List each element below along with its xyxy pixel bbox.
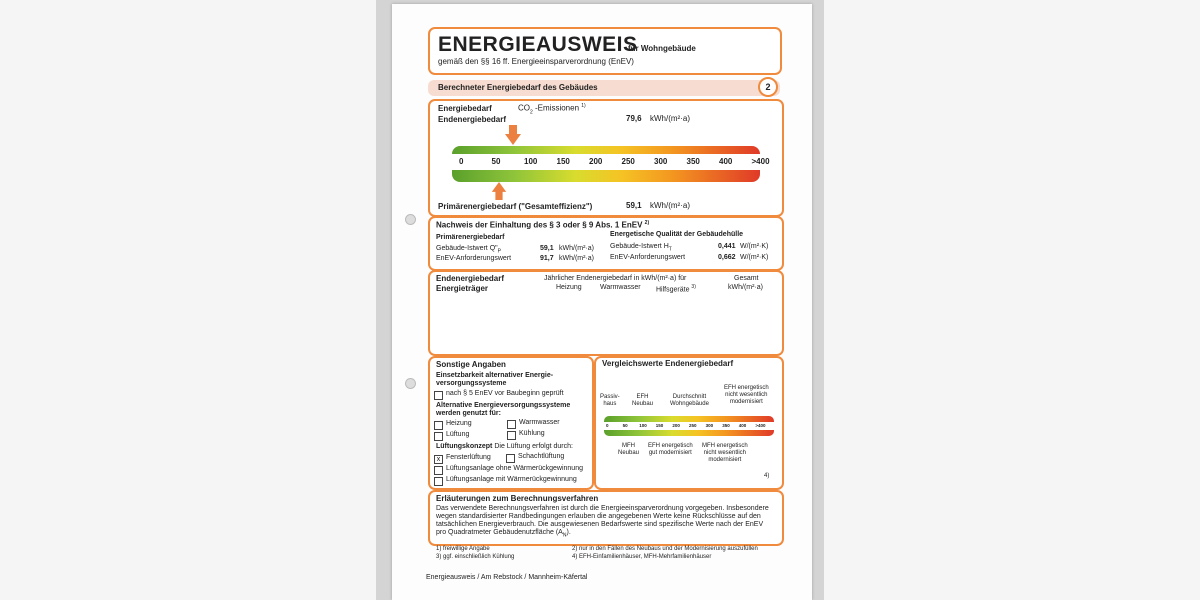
vgl-mfh-nicht-modernisiert: MFH energetisch nicht wesentlich modernisiert [702, 443, 748, 463]
sonstige-sub1-line1: Einsetzbarkeit alternativer Energie- [436, 372, 554, 379]
checkbox-warmwasser[interactable] [507, 420, 516, 429]
vgl-scale-tick-8: 400 [738, 423, 747, 428]
vgl-mfh-neubau: MFH Neubau [618, 443, 640, 456]
checkbox-fensterlueftung[interactable]: x [434, 455, 443, 464]
vgl-durchschnitt: Durchschnitt Wohngebäude [670, 394, 709, 407]
nachweis-row2-value: 91,7 [540, 255, 554, 262]
footnote-4: 4) EFH-Einfamilienhäuser, MFH-Mehrfamilienhäuser [572, 554, 712, 560]
vgl-scale-tick-6: 300 [705, 423, 714, 428]
background-right [824, 0, 1200, 600]
endenergie-heading: Endenergiebedarf [436, 274, 505, 283]
primaerenergie-unit: kWh/(m²·a) [650, 201, 690, 210]
sonstige-heading: Sonstige Angaben [436, 360, 506, 369]
vergleichswerte-heading: Vergleichswerte Endenergiebedarf [602, 359, 734, 368]
scale-tick-4: 200 [589, 157, 603, 166]
energiebedarf-label: Energiebedarf [438, 104, 492, 113]
background-left [0, 0, 376, 600]
nachweis-row3-label: Gebäude-Istwert $H_T$ [610, 243, 672, 253]
erlaeuterungen-line4: pro Quadratmeter Gebäudenutzfläche $(A_N)$. [436, 529, 571, 539]
footnote-3: 3) ggf. einschließlich Kühlung [436, 554, 515, 560]
vgl-scale-tick-0: 0 [606, 423, 609, 428]
vgl-efh-neubau: EFH Neubau [632, 394, 654, 407]
primaerenergie-marker-arrow [491, 182, 507, 200]
checkbox-schachtlueftung[interactable] [506, 454, 515, 463]
nachweis-left-heading: Primärenergiebedarf [436, 234, 505, 241]
label-anlage-ohne-wrg: Lüftungsanlage ohne Wärmerückgewinnung [446, 465, 583, 472]
nachweis-right-heading: Energetische Qualität der Gebäudehülle [610, 231, 744, 238]
nachweis-row2-label: EnEV-Anforderungswert [436, 255, 512, 262]
erlaeuterungen-line3: tatsächlichen Energieverbrauch. Die ausgewiesenen Bedarfswerte sind spezifische Werte nach der EnEV [436, 521, 764, 528]
label-enev: nach § 5 EnEV vor Baubeginn geprüft [446, 390, 564, 397]
vgl-scale-tick-3: 150 [655, 423, 664, 428]
endenergie-col-header: Jährlicher Endenergiebedarf in kWh/(m²·a) für [544, 275, 687, 282]
sonstige-sub2-line1: Alternative Energieversorgungssysteme [436, 402, 571, 409]
vgl-scale-tick-2: 100 [639, 423, 647, 428]
checkbox-heizung[interactable] [434, 421, 443, 430]
punch-hole-top [405, 214, 416, 225]
page-number-badge [758, 77, 778, 97]
label-schachtlueftung: Schachtlüftung [518, 453, 565, 460]
scale-tick-3: 150 [556, 157, 570, 166]
erlaeuterungen-line2: wegen standardisierter Randbedingungen erlauben die angegebenen Werte keine Rückschlüsse auf den [436, 513, 761, 520]
scale-tick-5: 250 [621, 157, 635, 166]
punch-hole-bottom [405, 378, 416, 389]
nachweis-row3-value: 0,441 [718, 243, 736, 250]
vgl-passivhaus: Passiv- haus [600, 394, 620, 407]
section-header: Berechneter Energiebedarf des Gebäudes [438, 83, 598, 92]
endenergie-marker-arrow [505, 125, 521, 145]
page-number: 2 [765, 82, 771, 92]
nachweis-heading: Nachweis der Einhaltung des § 3 oder § 9 Abs. 1 EnEV $^{2)}$ [436, 220, 650, 230]
col-warmwasser: Warmwasser [600, 284, 641, 291]
label-lueftung: Lüftung [446, 431, 470, 438]
title-suffix: für Wohngebäude [628, 44, 696, 53]
nachweis-row1-label: Gebäude-Istwert $Q"_P$ [436, 245, 501, 255]
scale-tick-7: 350 [686, 157, 700, 166]
sonstige-sub2-line2: werden genutzt für: [436, 410, 501, 417]
document-subtitle: gemäß den §§ 16 ff. Energieeinsparverordnung (EnEV) [438, 57, 634, 66]
label-kuehlung: Kühlung [519, 430, 545, 437]
endenergie-unit: kWh/(m²·a) [650, 114, 690, 123]
erlaeuterungen-line1: Das verwendete Berechnungsverfahren ist durch die Energieeinsparverordnung vorgegeben. Insbesondere [436, 505, 769, 512]
checkbox-kuehlung[interactable] [507, 431, 516, 440]
vgl-scale-tick-4: 200 [672, 423, 680, 428]
nachweis-row1-value: 59,1 [540, 245, 554, 252]
lueftungskonzept-line: Lüftungskonzept Die Lüftung erfolgt durch: [436, 443, 573, 450]
label-fensterlueftung: Fensterlüftung [446, 454, 491, 461]
checkbox-lueftung[interactable] [434, 432, 443, 441]
endenergie-value: 79,6 [626, 114, 642, 123]
nachweis-row3-unit: W/(m²·K) [740, 243, 769, 250]
erlaeuterungen-heading: Erläuterungen zum Berechnungsverfahren [436, 494, 599, 503]
primaerenergie-label: Primärenergiebedarf ("Gesamteffizienz") [438, 202, 593, 211]
vgl-efh-nicht-modernisiert: EFH energetisch nicht wesentlich modernisiert [724, 385, 769, 405]
footnote-2: 2) nur in den Fällen des Neubaus und der Modernisierung auszufüllen [572, 546, 758, 552]
vgl-scale-tick-1: 50 [622, 423, 628, 428]
endenergiebedarf-label: Endenergiebedarf [438, 115, 507, 124]
scale-tick-6: 300 [654, 157, 668, 166]
nachweis-row4-label: EnEV-Anforderungswert [610, 254, 686, 261]
checkbox-anlage-mit-wrg[interactable] [434, 477, 443, 486]
nachweis-row4-value: 0,662 [718, 254, 736, 261]
scale-tick-1: 50 [491, 157, 501, 166]
co2-label: $CO_2$ -Emissionen $^{1)}$ [518, 103, 586, 116]
col-gesamt-unit: kWh/(m²·a) [728, 284, 763, 291]
col-heizung: Heizung [556, 284, 582, 291]
nachweis-row1-unit: kWh/(m²·a) [559, 245, 594, 252]
scale-tick-9: >400 [751, 157, 770, 166]
primaerenergie-value: 59,1 [626, 201, 642, 210]
label-anlage-mit-wrg: Lüftungsanlage mit Wärmerückgewinnung [446, 476, 577, 483]
label-heizung: Heizung [446, 420, 472, 427]
nachweis-row4-unit: W/(m²·K) [740, 254, 769, 261]
nachweis-row2-unit: kWh/(m²·a) [559, 255, 594, 262]
scale-tick-2: 100 [524, 157, 538, 166]
document-footer: Energieausweis / Am Rebstock / Mannheim-Käfertal [426, 574, 588, 581]
scale-tick-0: 0 [459, 157, 464, 166]
vgl-scale-tick-9: >400 [755, 423, 766, 428]
document-title: ENERGIEAUSWEIS [438, 33, 638, 56]
label-warmwasser: Warmwasser [519, 419, 560, 426]
vgl-scale-tick-7: 350 [722, 423, 730, 428]
col-hilfsgeraete: Hilfsgeräte $^{3)}$ [656, 284, 696, 294]
energietraeger-heading: Energieträger [436, 284, 489, 293]
checkbox-anlage-ohne-wrg[interactable] [434, 466, 443, 475]
vgl-efh-gut-modernisiert: EFH energetisch gut modernisiert [648, 443, 693, 456]
sonstige-sub1-line2: versorgungssysteme [436, 380, 507, 387]
footnote-1: 1) freiwillige Angabe [436, 546, 490, 552]
vgl-scale-tick-5: 250 [689, 423, 697, 428]
col-gesamt: Gesamt [734, 275, 759, 282]
vgl-note: 4) [764, 473, 770, 479]
scale-tick-8: 400 [719, 157, 733, 166]
checkbox-enev[interactable] [434, 391, 443, 400]
